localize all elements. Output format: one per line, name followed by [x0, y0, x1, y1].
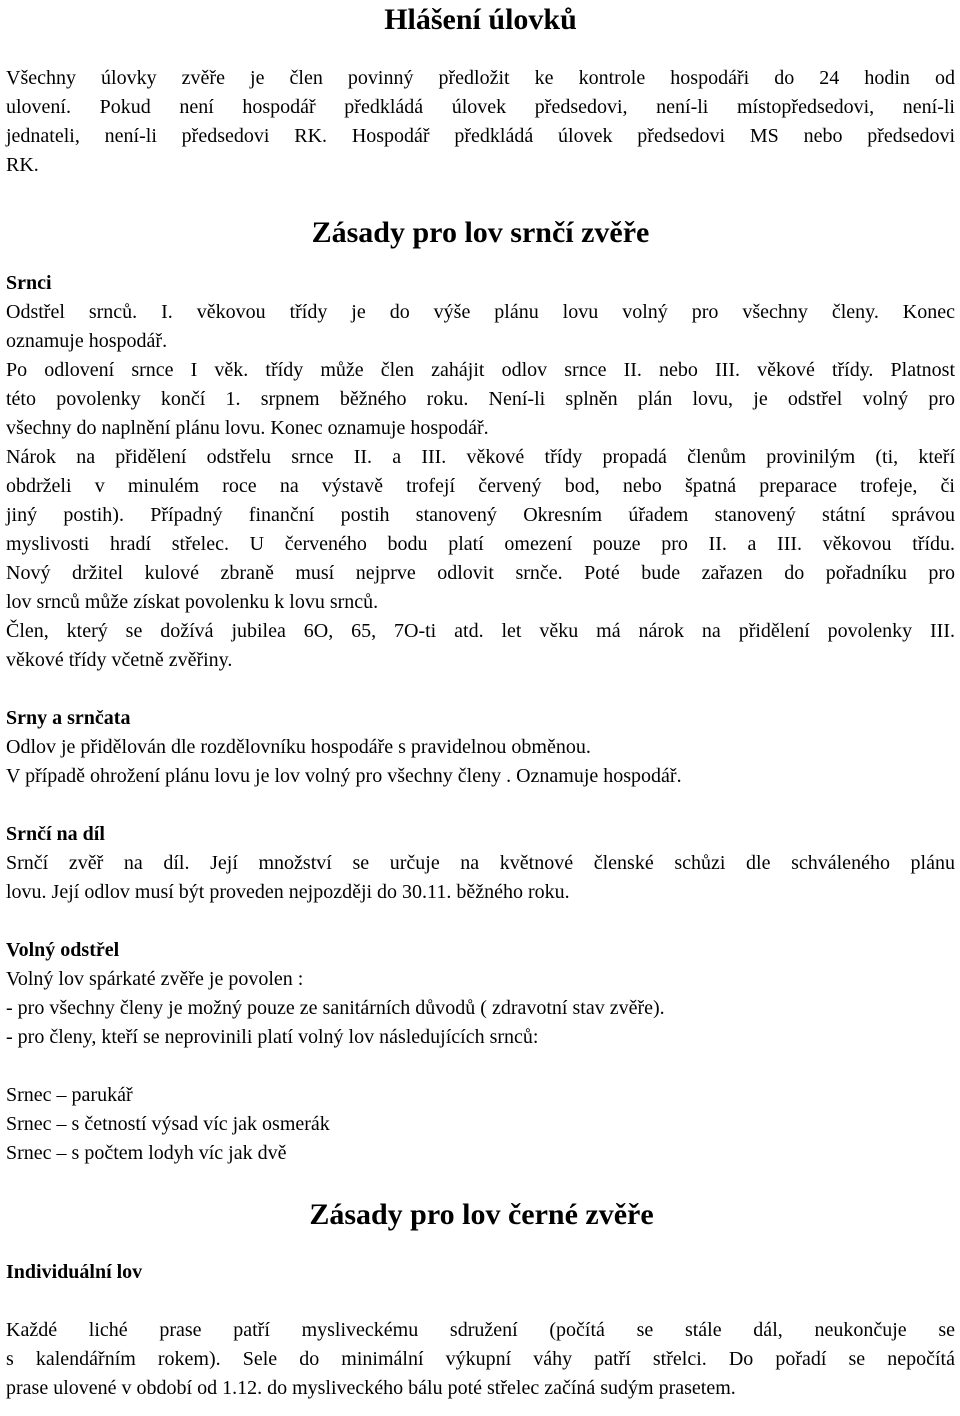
- text-line: Volný lov spárkaté zvěře je povolen :: [6, 968, 304, 990]
- text-line: oznamuje hospodář.: [6, 330, 168, 352]
- text-line: lovu. Její odlov musí být proveden nejpozději do 30.11. běžného roku.: [6, 881, 570, 903]
- text-line: prase ulovené v období od 1.12. do mysliveckého bálu poté střelec začíná sudým prasetem.: [6, 1377, 736, 1399]
- text-line: jednateli, není-li předsedovi RK. Hospodář předkládá úlovek předsedovi MS nebo předsedovi: [6, 125, 955, 147]
- text-line: Odstřel srnců. I. věkovou třídy je do výše plánu lovu volný pro všechny členy. Konec: [6, 301, 955, 323]
- list-item: Srnec – parukář: [6, 1084, 133, 1106]
- intro-paragraph: [6, 64, 955, 180]
- srnci-section: [6, 269, 955, 675]
- page-title: Hlášení úlovků: [384, 3, 577, 36]
- list-item: Srnec – s počtem lodyh víc jak dvě: [6, 1142, 287, 1164]
- section-title-cerna-zver: Zásady pro lov černé zvěře: [309, 1198, 654, 1231]
- text-line: obdrželi v minulém roce na výstavě trofejí červený bod, nebo špatná preparace trofeje, či: [6, 475, 955, 497]
- heading-srnci-na-dil: Srnčí na díl: [6, 823, 105, 845]
- text-line: - pro členy, kteří se neprovinili platí volný lov následujících srnců:: [6, 1026, 539, 1048]
- text-line: Po odlovení srnce I věk. třídy může člen zahájit odlov srnce II. nebo III. věkové třídy. Platnost: [6, 359, 955, 381]
- text-line: Nový držitel kulové zbraně musí nejprve odlovit srnče. Poté bude zařazen do pořadníku pro: [6, 562, 955, 584]
- text-line: věkové třídy včetně zvěřiny.: [6, 649, 233, 671]
- text-line: této povolenky končí 1. srpnem běžného roku. Není-li splněn plán lovu, je odstřel volný pro: [6, 388, 955, 410]
- text-line: Nárok na přidělení odstřelu srnce II. a III. věkové třídy propadá členům provinilým (ti, kteří: [6, 446, 955, 468]
- text-line: všechny do naplnění plánu lovu. Konec oznamuje hospodář.: [6, 417, 489, 439]
- text-line: Člen, který se dožívá jubilea 6O, 65, 7O-ti atd. let věku má nárok na přidělení povolenky III.: [6, 620, 955, 642]
- text-line: V případě ohrožení plánu lovu je lov volný pro všechny členy . Oznamuje hospodář.: [6, 765, 682, 787]
- text-line: - pro všechny členy je možný pouze ze sanitárních důvodů ( zdravotní stav zvěře).: [6, 997, 665, 1019]
- text-line: lov srnců může získat povolenku k lovu srnců.: [6, 591, 379, 613]
- heading-individualni-lov: Individuální lov: [6, 1261, 143, 1283]
- srnci-na-dil-section: [6, 820, 955, 907]
- text-line: s kalendářním rokem). Sele do minimální výkupní váhy patří střelci. Do pořadí se nepočítá: [6, 1348, 955, 1370]
- srnec-list: [6, 1081, 955, 1168]
- text-line: ulovení. Pokud není hospodář předkládá úlovek předsedovi, není-li místopředsedovi, není-li: [6, 96, 955, 118]
- list-item: Srnec – s četností výsad víc jak osmerák: [6, 1113, 330, 1135]
- text-line: jiný postih). Případný finanční postih stanovený Okresním úřadem stanovený státní správou: [6, 504, 955, 526]
- text-line: Srnčí zvěř na díl. Její množství se určuje na květnové členské schůzi dle schváleného plánu: [6, 852, 955, 874]
- text-line: myslivosti hradí střelec. U červeného bodu platí omezení pouze pro II. a III. věkovou třídu.: [6, 533, 955, 555]
- individualni-lov-section: [6, 1258, 955, 1403]
- text-line: Odlov je přidělován dle rozdělovníku hospodáře s pravidelnou obměnou.: [6, 736, 591, 758]
- heading-srnci: Srnci: [6, 272, 52, 294]
- text-line: Každé liché prase patří mysliveckému sdružení (počítá se stále dál, neukončuje se: [6, 1319, 955, 1341]
- heading-srny-srncata: Srny a srnčata: [6, 707, 131, 729]
- section-title-srnci-zver: Zásady pro lov srnčí zvěře: [311, 216, 650, 249]
- volny-odstrel-section: [6, 936, 955, 1168]
- document-page: [6, 0, 955, 1403]
- text-line: Všechny úlovky zvěře je člen povinný předložit ke kontrole hospodáři do 24 hodin od: [6, 67, 955, 89]
- text-line: RK.: [6, 154, 39, 176]
- heading-volny-odstrel: Volný odstřel: [6, 939, 120, 961]
- srny-section: [6, 704, 955, 791]
